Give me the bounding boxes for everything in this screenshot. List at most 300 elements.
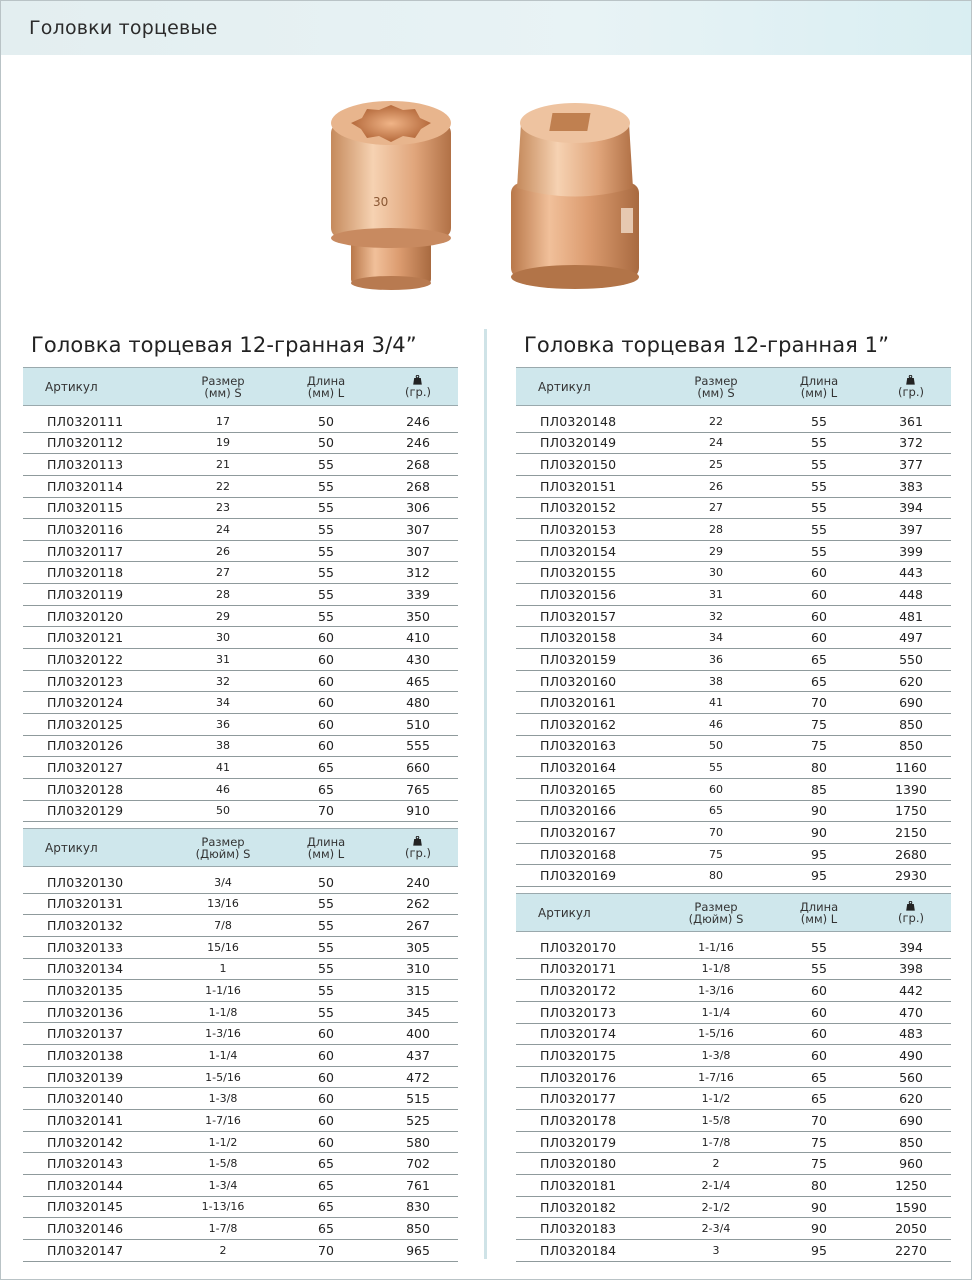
table-header	[23, 828, 458, 867]
weight-icon	[906, 901, 915, 911]
table-row	[516, 1218, 951, 1240]
table-row	[23, 562, 458, 584]
cell-length: 65	[318, 1156, 334, 1172]
cell-length: 70	[318, 1242, 334, 1258]
cell-weight: 262	[406, 896, 430, 912]
cell-size: 22	[216, 479, 230, 493]
column-header-size-line: (мм) S	[697, 385, 735, 400]
cell-weight: 510	[406, 716, 430, 732]
socket-left	[331, 101, 451, 290]
table-row	[516, 1002, 951, 1024]
cell-article: ПЛ0320122	[47, 651, 124, 667]
table-row	[23, 1153, 458, 1175]
cell-length: 60	[811, 586, 827, 602]
cell-article: ПЛ0320120	[47, 608, 124, 624]
column-header-length-line: Длина	[799, 899, 839, 914]
table-row	[23, 1002, 458, 1024]
column-header-weight	[876, 368, 946, 405]
weight-icon	[413, 375, 422, 385]
cell-length: 80	[811, 760, 827, 776]
cell-article: ПЛ0320154	[540, 543, 617, 559]
cell-length: 50	[318, 413, 334, 429]
cell-weight: 470	[899, 1004, 923, 1020]
cell-article: ПЛ0320168	[540, 846, 617, 862]
cell-length: 55	[318, 565, 334, 581]
table-row	[516, 433, 951, 455]
table-row	[23, 959, 458, 981]
table-row	[516, 671, 951, 693]
cell-length: 55	[318, 457, 334, 473]
cell-article: ПЛ0320183	[540, 1221, 617, 1237]
cell-article: ПЛ0320115	[47, 500, 124, 516]
cell-length: 60	[318, 673, 334, 689]
cell-article: ПЛ0320118	[47, 565, 124, 581]
table-row	[516, 1067, 951, 1089]
cell-article: ПЛ0320123	[47, 673, 124, 689]
cell-weight: 448	[899, 586, 923, 602]
table-row	[516, 584, 951, 606]
column-header-weight-unit: (гр.)	[898, 911, 924, 925]
cell-article: ПЛ0320124	[47, 695, 124, 711]
cell-length: 60	[318, 1091, 334, 1107]
cell-weight: 465	[406, 673, 430, 689]
cell-article: ПЛ0320167	[540, 824, 617, 840]
cell-weight: 246	[406, 413, 430, 429]
table-row	[23, 980, 458, 1002]
cell-article: ПЛ0320153	[540, 522, 617, 538]
cell-size: 23	[216, 501, 230, 515]
cell-size: 24	[216, 523, 230, 537]
cell-length: 60	[811, 1026, 827, 1042]
cell-weight: 1250	[895, 1177, 927, 1193]
cell-size: 26	[216, 544, 230, 558]
cell-article: ПЛ0320177	[540, 1091, 617, 1107]
cell-size: 3/4	[214, 875, 232, 889]
table-row	[516, 1197, 951, 1219]
cell-weight: 850	[899, 738, 923, 754]
cell-length: 55	[318, 896, 334, 912]
cell-article: ПЛ0320170	[540, 939, 617, 955]
column-header-length	[281, 368, 371, 405]
cell-length: 55	[318, 608, 334, 624]
table-row	[516, 562, 951, 584]
column-header-size-line: (мм) S	[204, 385, 242, 400]
table-right-metric	[516, 367, 951, 887]
column-header-length-line: Длина	[306, 373, 346, 388]
table-row	[516, 411, 951, 433]
cell-weight: 430	[406, 651, 430, 667]
table-row	[23, 779, 458, 801]
cell-weight: 497	[899, 630, 923, 646]
cell-article: ПЛ0320138	[47, 1047, 124, 1063]
cell-weight: 443	[899, 565, 923, 581]
cell-article: ПЛ0320169	[540, 868, 617, 884]
right-section-title: Головка торцевая 12-гранная 1”	[524, 333, 890, 357]
cell-article: ПЛ0320135	[47, 983, 124, 999]
column-header-size-line: (Дюйм) S	[195, 846, 251, 861]
cell-length: 60	[811, 1048, 827, 1064]
cell-weight: 850	[899, 716, 923, 732]
cell-article: ПЛ0320159	[540, 651, 617, 667]
cell-weight: 550	[899, 651, 923, 667]
table-row	[23, 1197, 458, 1219]
table-row	[23, 454, 458, 476]
column-header-size-line: (Дюйм) S	[688, 911, 744, 926]
cell-size: 1-7/8	[208, 1222, 238, 1236]
cell-size: 50	[216, 804, 230, 818]
table-row	[23, 801, 458, 823]
cell-weight: 690	[899, 695, 923, 711]
cell-length: 55	[318, 983, 334, 999]
cell-weight: 377	[899, 457, 923, 473]
cell-length: 80	[811, 1177, 827, 1193]
cell-length: 60	[318, 1026, 334, 1042]
cell-size: 30	[709, 566, 723, 580]
cell-size: 1-3/4	[208, 1178, 238, 1192]
cell-weight: 580	[406, 1134, 430, 1150]
column-header-weight-unit: (гр.)	[898, 385, 924, 399]
cell-article: ПЛ0320140	[47, 1091, 124, 1107]
cell-length: 75	[811, 1134, 827, 1150]
column-header-article: Артикул	[45, 379, 98, 394]
cell-weight: 1590	[895, 1199, 927, 1215]
cell-size: 70	[709, 825, 723, 839]
cell-weight: 850	[406, 1221, 430, 1237]
table-row	[23, 584, 458, 606]
cell-size: 1-7/16	[698, 1070, 734, 1084]
cell-weight: 339	[406, 586, 430, 602]
table-row	[516, 1024, 951, 1046]
cell-weight: 307	[406, 543, 430, 559]
cell-size: 1-3/8	[208, 1092, 238, 1106]
cell-article: ПЛ0320178	[540, 1112, 617, 1128]
column-header-size-line: Размер	[201, 834, 245, 849]
cell-size: 1-5/16	[205, 1070, 241, 1084]
cell-weight: 690	[899, 1112, 923, 1128]
cell-size: 1-3/16	[205, 1027, 241, 1041]
cell-length: 90	[811, 803, 827, 819]
cell-size: 38	[216, 739, 230, 753]
table-row	[23, 1218, 458, 1240]
page-header	[1, 1, 971, 55]
cell-length: 65	[811, 651, 827, 667]
cell-article: ПЛ0320172	[540, 983, 617, 999]
cell-size: 1-1/8	[208, 1005, 238, 1019]
cell-length: 60	[811, 608, 827, 624]
cell-size: 31	[709, 587, 723, 601]
cell-size: 2-3/4	[701, 1222, 731, 1236]
cell-size: 1-1/8	[701, 962, 731, 976]
cell-article: ПЛ0320117	[47, 543, 124, 559]
cell-weight: 965	[406, 1242, 430, 1258]
page-title: Головки торцевые	[29, 17, 218, 39]
table-row	[23, 606, 458, 628]
cell-length: 65	[811, 1091, 827, 1107]
cell-article: ПЛ0320129	[47, 803, 124, 819]
cell-length: 55	[811, 939, 827, 955]
cell-size: 21	[216, 458, 230, 472]
cell-article: ПЛ0320139	[47, 1069, 124, 1085]
cell-weight: 960	[899, 1156, 923, 1172]
table-row	[516, 714, 951, 736]
cell-length: 90	[811, 1221, 827, 1237]
cell-size: 19	[216, 436, 230, 450]
cell-size: 24	[709, 436, 723, 450]
cell-article: ПЛ0320160	[540, 673, 617, 689]
cell-length: 65	[318, 1199, 334, 1215]
cell-size: 2	[219, 1243, 227, 1257]
table-row	[516, 1153, 951, 1175]
table-row	[516, 980, 951, 1002]
cell-article: ПЛ0320179	[540, 1134, 617, 1150]
column-header-size	[178, 829, 268, 866]
column-header-length-line: (мм) L	[307, 385, 345, 400]
table-row	[23, 1045, 458, 1067]
cell-article: ПЛ0320134	[47, 961, 124, 977]
table-row	[516, 519, 951, 541]
cell-size: 34	[216, 696, 230, 710]
cell-weight: 399	[899, 543, 923, 559]
cell-article: ПЛ0320151	[540, 478, 617, 494]
cell-size: 7/8	[214, 919, 232, 933]
table-row	[23, 411, 458, 433]
cell-length: 70	[318, 803, 334, 819]
cell-size: 80	[709, 869, 723, 883]
cell-length: 60	[318, 1112, 334, 1128]
cell-weight: 350	[406, 608, 430, 624]
weight-icon	[906, 375, 915, 385]
cell-weight: 398	[899, 961, 923, 977]
cell-length: 60	[811, 1004, 827, 1020]
cell-weight: 268	[406, 457, 430, 473]
table-row	[23, 1132, 458, 1154]
column-header-weight-unit: (гр.)	[405, 385, 431, 399]
table-row	[23, 476, 458, 498]
cell-weight: 1390	[895, 781, 927, 797]
cell-length: 65	[318, 781, 334, 797]
column-header-weight	[876, 894, 946, 931]
table-row	[23, 498, 458, 520]
column-header-size	[671, 894, 761, 931]
cell-size: 17	[216, 414, 230, 428]
cell-weight: 383	[899, 478, 923, 494]
cell-weight: 372	[899, 435, 923, 451]
cell-weight: 480	[406, 695, 430, 711]
table-row	[516, 1240, 951, 1262]
column-header-article: Артикул	[538, 379, 591, 394]
table-row	[516, 1175, 951, 1197]
column-header-article: Артикул	[538, 905, 591, 920]
cell-size: 1-1/2	[701, 1092, 731, 1106]
column-header-weight	[383, 829, 453, 866]
column-header-size	[671, 368, 761, 405]
cell-length: 55	[811, 478, 827, 494]
table-row	[23, 757, 458, 779]
cell-length: 75	[811, 1156, 827, 1172]
column-header-article: Артикул	[45, 840, 98, 855]
cell-length: 60	[318, 738, 334, 754]
cell-size: 1-5/16	[698, 1027, 734, 1041]
table-row	[516, 865, 951, 887]
cell-size: 1-5/8	[701, 1113, 731, 1127]
table-row	[23, 1088, 458, 1110]
column-header-length-line: Длина	[799, 373, 839, 388]
cell-article: ПЛ0320147	[47, 1242, 124, 1258]
cell-length: 60	[811, 983, 827, 999]
table-row	[516, 692, 951, 714]
cell-weight: 312	[406, 565, 430, 581]
cell-length: 55	[318, 543, 334, 559]
cell-size: 46	[709, 717, 723, 731]
cell-size: 1-1/4	[208, 1048, 238, 1062]
cell-weight: 394	[899, 500, 923, 516]
cell-article: ПЛ0320126	[47, 738, 124, 754]
cell-size: 1-1/2	[208, 1135, 238, 1149]
cell-size: 1-1/16	[205, 984, 241, 998]
cell-weight: 761	[406, 1177, 430, 1193]
cell-length: 50	[318, 874, 334, 890]
cell-article: ПЛ0320143	[47, 1156, 124, 1172]
cell-length: 55	[811, 522, 827, 538]
table-row	[516, 844, 951, 866]
table-row	[23, 627, 458, 649]
cell-article: ПЛ0320155	[540, 565, 617, 581]
table-row	[516, 627, 951, 649]
cell-size: 41	[216, 761, 230, 775]
cell-length: 70	[811, 695, 827, 711]
table-row	[516, 736, 951, 758]
column-header-size-line: Размер	[201, 373, 245, 388]
cell-weight: 268	[406, 478, 430, 494]
cell-length: 90	[811, 1199, 827, 1215]
table-row	[23, 1240, 458, 1262]
cell-length: 95	[811, 868, 827, 884]
cell-weight: 483	[899, 1026, 923, 1042]
table-row	[23, 1110, 458, 1132]
table-row	[23, 519, 458, 541]
cell-weight: 307	[406, 522, 430, 538]
cell-length: 60	[318, 1069, 334, 1085]
cell-weight: 267	[406, 918, 430, 934]
cell-weight: 850	[899, 1134, 923, 1150]
cell-article: ПЛ0320125	[47, 716, 124, 732]
cell-length: 65	[318, 1221, 334, 1237]
column-header-length-line: (мм) L	[800, 911, 838, 926]
table-row	[23, 541, 458, 563]
table-row	[23, 736, 458, 758]
cell-length: 70	[811, 1112, 827, 1128]
table-row	[23, 872, 458, 894]
cell-size: 2-1/2	[701, 1200, 731, 1214]
cell-size: 65	[709, 804, 723, 818]
cell-article: ПЛ0320152	[540, 500, 617, 516]
cell-article: ПЛ0320149	[540, 435, 617, 451]
cell-weight: 305	[406, 939, 430, 955]
table-header	[516, 893, 951, 932]
cell-size: 28	[709, 523, 723, 537]
cell-article: ПЛ0320121	[47, 630, 124, 646]
cell-size: 55	[709, 761, 723, 775]
table-row	[23, 671, 458, 693]
column-header-size	[178, 368, 268, 405]
column-header-size-line: Размер	[694, 373, 738, 388]
cell-weight: 437	[406, 1047, 430, 1063]
cell-article: ПЛ0320148	[540, 413, 617, 429]
table-row	[23, 692, 458, 714]
cell-weight: 2930	[895, 868, 927, 884]
cell-article: ПЛ0320113	[47, 457, 124, 473]
cell-size: 15/16	[207, 940, 239, 954]
svg-text:30: 30	[373, 195, 389, 209]
cell-size: 27	[709, 501, 723, 515]
table-row	[23, 433, 458, 455]
table-row	[23, 1067, 458, 1089]
table-row	[516, 937, 951, 959]
table-left-metric	[23, 367, 458, 822]
column-header-size-line: Размер	[694, 899, 738, 914]
cell-size: 1-7/16	[205, 1113, 241, 1127]
cell-size: 32	[216, 674, 230, 688]
cell-size: 1-7/8	[701, 1135, 731, 1149]
cell-article: ПЛ0320127	[47, 760, 124, 776]
cell-size: 32	[709, 609, 723, 623]
cell-length: 60	[318, 651, 334, 667]
cell-weight: 660	[406, 760, 430, 776]
cell-article: ПЛ0320163	[540, 738, 617, 754]
cell-length: 65	[811, 673, 827, 689]
table-row	[23, 714, 458, 736]
cell-article: ПЛ0320144	[47, 1177, 124, 1193]
cell-article: ПЛ0320173	[540, 1004, 617, 1020]
cell-length: 55	[811, 435, 827, 451]
cell-length: 60	[318, 695, 334, 711]
cell-length: 50	[318, 435, 334, 451]
cell-length: 65	[318, 760, 334, 776]
cell-size: 2	[712, 1157, 720, 1171]
cell-weight: 310	[406, 961, 430, 977]
cell-weight: 472	[406, 1069, 430, 1085]
table-row	[23, 894, 458, 916]
cell-weight: 306	[406, 500, 430, 516]
cell-article: ПЛ0320142	[47, 1134, 124, 1150]
cell-article: ПЛ0320171	[540, 961, 617, 977]
cell-length: 85	[811, 781, 827, 797]
cell-size: 27	[216, 566, 230, 580]
cell-weight: 361	[899, 413, 923, 429]
cell-length: 55	[811, 543, 827, 559]
cell-weight: 2270	[895, 1242, 927, 1258]
cell-length: 55	[318, 586, 334, 602]
cell-article: ПЛ0320164	[540, 760, 617, 776]
table-row	[516, 1110, 951, 1132]
column-header-length-line: (мм) L	[307, 846, 345, 861]
cell-length: 55	[318, 478, 334, 494]
cell-size: 36	[709, 652, 723, 666]
cell-size: 60	[709, 782, 723, 796]
cell-weight: 702	[406, 1156, 430, 1172]
cell-size: 38	[709, 674, 723, 688]
cell-weight: 830	[406, 1199, 430, 1215]
table-row	[516, 476, 951, 498]
cell-article: ПЛ0320158	[540, 630, 617, 646]
cell-length: 60	[318, 1134, 334, 1150]
cell-size: 3	[712, 1243, 720, 1257]
cell-article: ПЛ0320111	[47, 413, 124, 429]
cell-article: ПЛ0320146	[47, 1221, 124, 1237]
cell-weight: 1750	[895, 803, 927, 819]
cell-article: ПЛ0320116	[47, 522, 124, 538]
cell-length: 60	[811, 630, 827, 646]
